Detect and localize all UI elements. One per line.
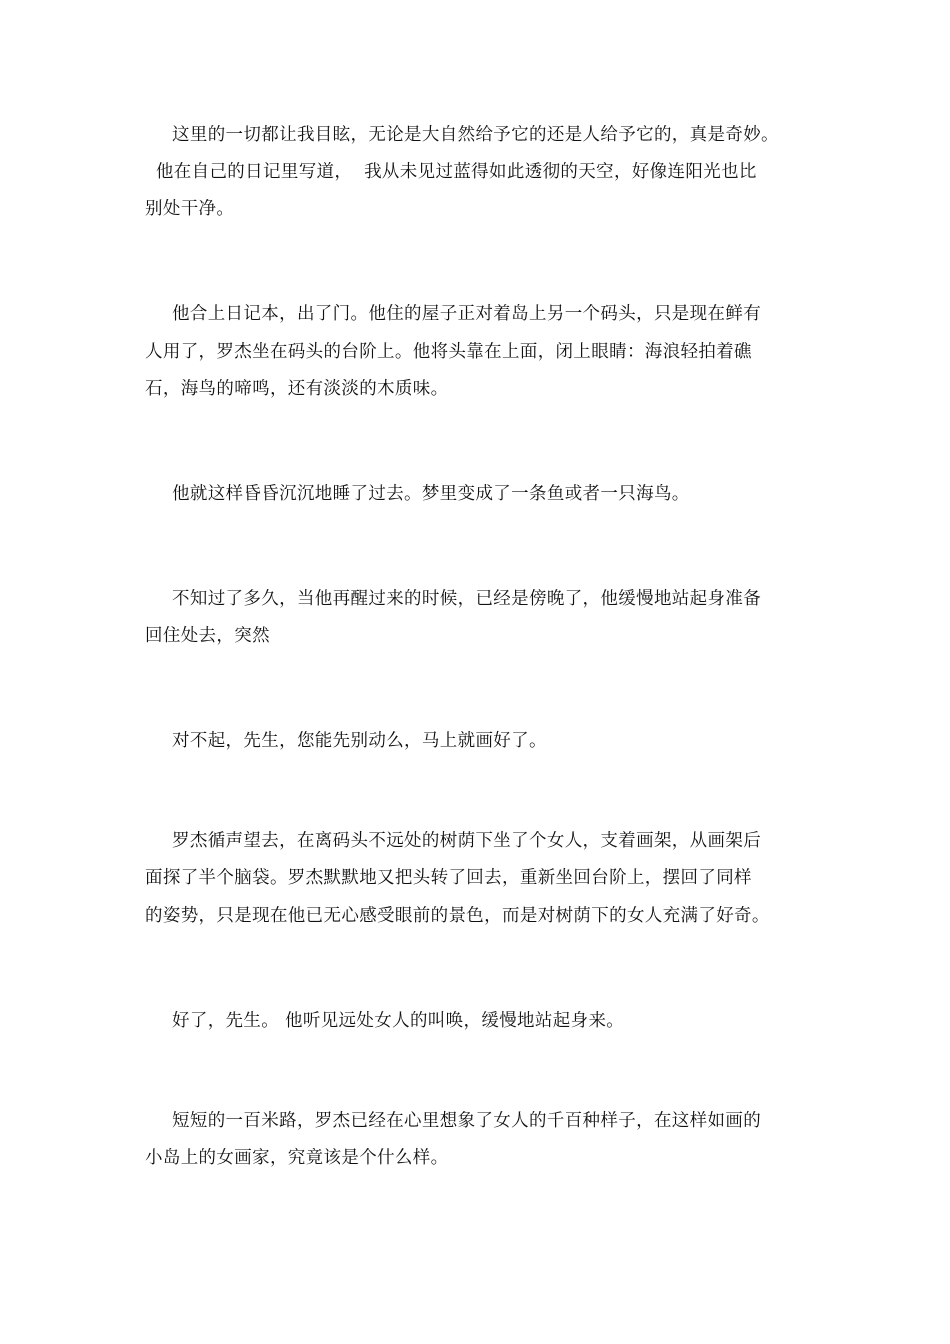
paragraph-2-line-1: 他合上日记本，出了门。他住的屋子正对着岛上另一个码头，只是现在鲜有: [172, 304, 762, 324]
paragraph-4-line-1: 不知过了多久，当他再醒过来的时候，已经是傍晚了，他缓慢地站起身准备: [172, 589, 762, 609]
paragraph-7-line-1: 好了，先生。 他听见远处女人的叫唤，缓慢地站起身来。: [172, 1011, 625, 1031]
paragraph-6-line-2: 面探了半个脑袋。罗杰默默地又把头转了回去，重新坐回台阶上，摆回了同样: [145, 868, 752, 888]
paragraph-5-line-1: 对不起，先生，您能先别动么，马上就画好了。: [172, 731, 547, 751]
paragraph-4-line-2: 回住处去，突然: [145, 626, 270, 646]
paragraph-2-line-2: 人用了，罗杰坐在码头的台阶上。他将头靠在上面，闭上眼睛：海浪轻拍着礁: [145, 342, 752, 362]
paragraph-1-line-2: 他在自己的日记里写道， 我从未见过蓝得如此透彻的天空，好像连阳光也比: [150, 162, 757, 182]
paragraph-3-line-1: 他就这样昏昏沉沉地睡了过去。梦里变成了一条鱼或者一只海鸟。: [172, 484, 690, 504]
paragraph-8-line-1: 短短的一百米路，罗杰已经在心里想象了女人的千百种样子，在这样如画的: [172, 1111, 762, 1131]
paragraph-1-line-1: 这里的一切都让我目眩，无论是大自然给予它的还是人给予它的，真是奇妙。: [172, 125, 779, 145]
paragraph-1-line-3: 别处干净。: [145, 199, 235, 219]
paragraph-8-line-2: 小岛上的女画家，究竟该是个什么样。: [145, 1148, 449, 1168]
paragraph-6-line-1: 罗杰循声望去，在离码头不远处的树荫下坐了个女人，支着画架，从画架后: [172, 831, 762, 851]
paragraph-6-line-3: 的姿势，只是现在他已无心感受眼前的景色，而是对树荫下的女人充满了好奇。: [145, 906, 770, 926]
paragraph-2-line-3: 石，海鸟的啼鸣，还有淡淡的木质味。: [145, 379, 449, 399]
